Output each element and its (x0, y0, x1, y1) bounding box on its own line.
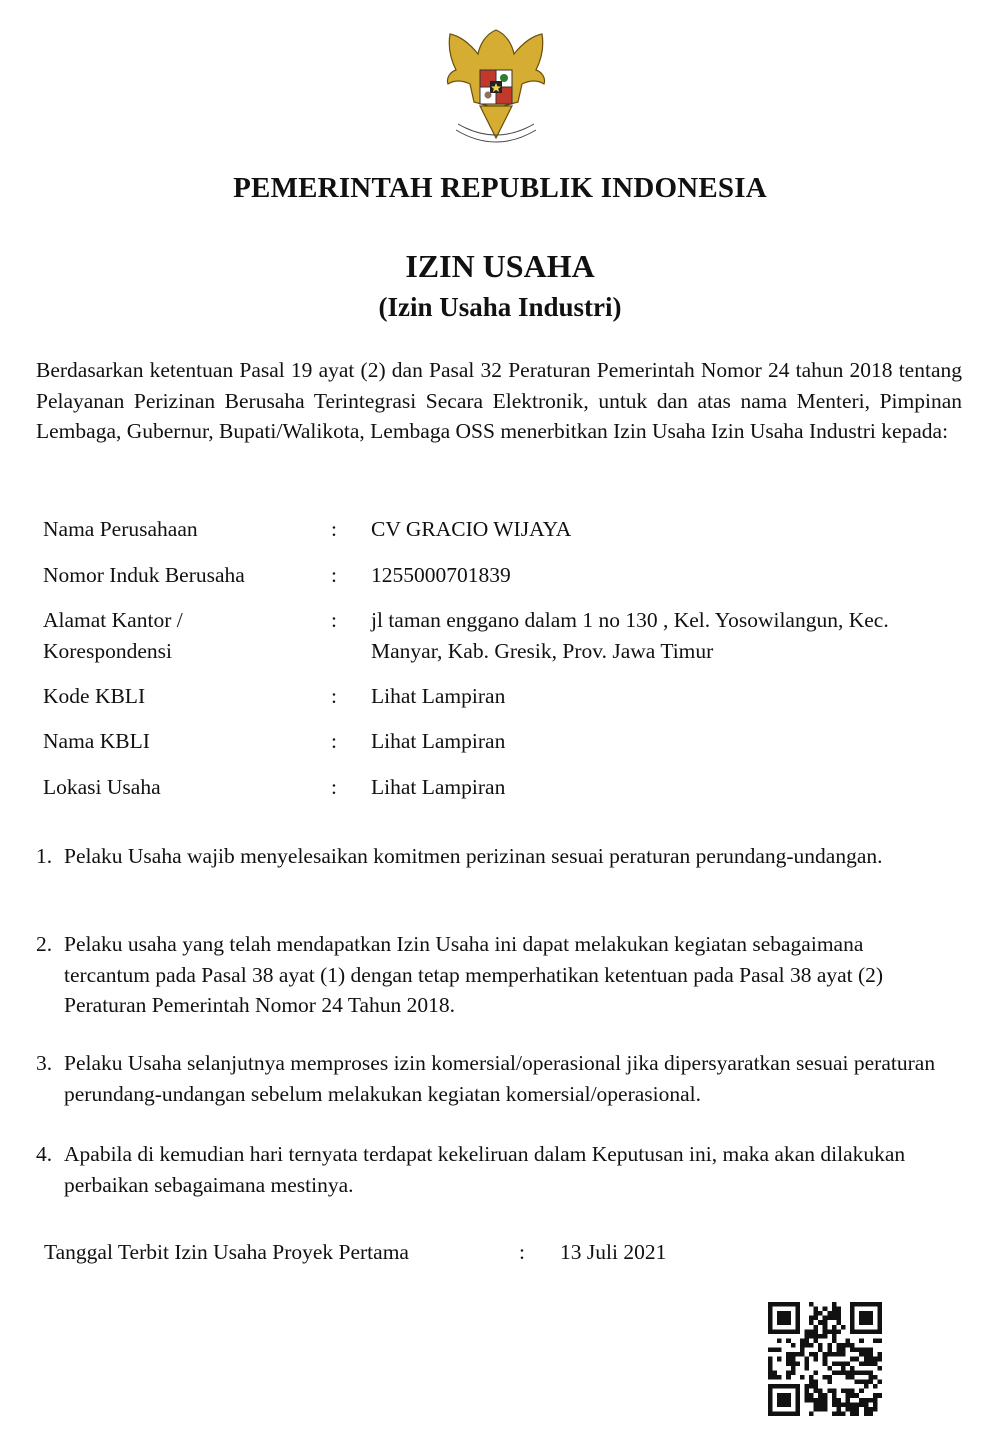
detail-value: Lihat Lampiran (371, 684, 506, 708)
detail-label: Nomor Induk Berusaha (43, 563, 245, 587)
detail-value: jl taman enggano dalam 1 no 130 , Kel. Yosowilangun, Kec. Manyar, Kab. Gresik, Prov. Jawa Timur (371, 608, 889, 663)
intro-paragraph: Berdasarkan ketentuan Pasal 19 ayat (2) dan Pasal 32 Peraturan Pemerintah Nomor 24 tahun 2018 tentang Pelayanan Perizinan Berusaha Terintegrasi Secara Elektronik, untuk dan atas nama Menteri, Pimpinan Lembaga, Gubernur, Bupati/Walikota, Lembaga OSS menerbitkan Izin Usaha Izin Usaha Industri kepada: (36, 358, 962, 443)
detail-separator: : (331, 729, 337, 753)
provision-number: 3. (36, 1051, 53, 1075)
issue-date-value: 13 Juli 2021 (560, 1240, 667, 1264)
detail-separator: : (331, 517, 337, 541)
detail-label: Nama Perusahaan (43, 517, 198, 541)
provision-number: 4. (36, 1142, 53, 1166)
detail-label: Alamat Kantor / Korespondensi (43, 608, 183, 663)
detail-value: Lihat Lampiran (371, 729, 506, 753)
detail-label: Kode KBLI (43, 684, 146, 708)
detail-label: Lokasi Usaha (43, 775, 161, 799)
detail-value: CV GRACIO WIJAYA (371, 517, 572, 541)
detail-separator: : (331, 608, 337, 632)
provision-text: Apabila di kemudian hari ternyata terdapat kekeliruan dalam Keputusan ini, maka akan dilakukan perbaikan sebagaimana mestinya. (64, 1142, 906, 1197)
qr-code-icon (768, 1302, 882, 1416)
detail-label: Nama KBLI (43, 729, 150, 753)
provision-text: Pelaku Usaha wajib menyelesaikan komitmen perizinan sesuai peraturan perundang-undangan. (64, 844, 883, 868)
issue-date-label: Tanggal Terbit Izin Usaha Proyek Pertama (44, 1240, 409, 1264)
detail-value: 1255000701839 (371, 563, 511, 587)
provision-number: 2. (36, 932, 53, 956)
provision-number: 1. (36, 844, 53, 868)
issue-date-separator: : (519, 1240, 525, 1264)
document-title: IZIN USAHA (405, 248, 595, 284)
detail-separator: : (331, 775, 337, 799)
provision-text: Pelaku usaha yang telah mendapatkan Izin Usaha ini dapat melakukan kegiatan sebagaimana tercantum pada Pasal 38 ayat (1) dengan tetap memperhatikan ketentuan pada Pasal 38 ayat (2) Peraturan Pemerintah Nomor 24 Tahun 2018. (64, 932, 884, 1017)
detail-separator: : (331, 563, 337, 587)
government-heading: PEMERINTAH REPUBLIK INDONESIA (233, 172, 767, 204)
document-subtitle: (Izin Usaha Industri) (378, 292, 622, 322)
detail-separator: : (331, 684, 337, 708)
garuda-emblem-icon (440, 28, 552, 158)
detail-value: Lihat Lampiran (371, 775, 506, 799)
provision-text: Pelaku Usaha selanjutnya memproses izin komersial/operasional jika dipersyaratkan sesuai peraturan perundang-undangan sebelum melakukan kegiatan komersial/operasional. (64, 1051, 936, 1106)
